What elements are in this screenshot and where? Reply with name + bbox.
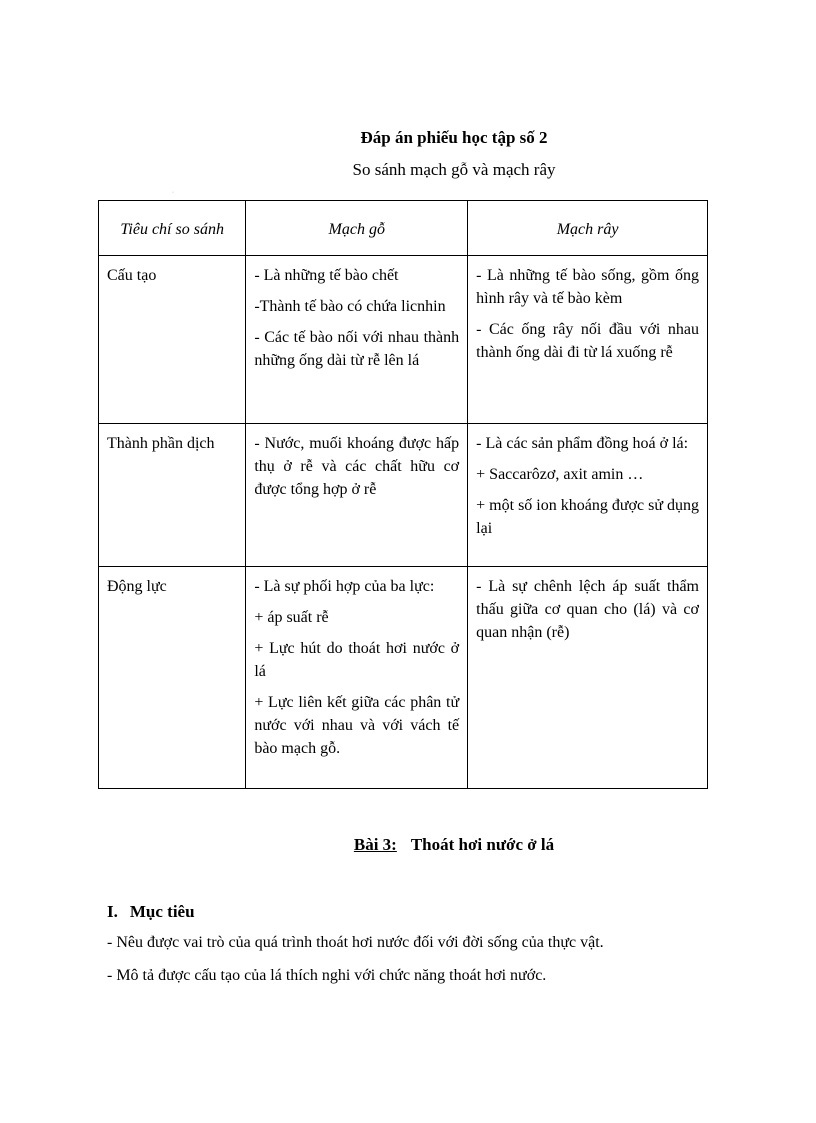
xylem-cell — [246, 567, 468, 789]
table-header-row — [99, 201, 708, 256]
phloem-cell — [468, 256, 708, 424]
row-criterion: Thành phần dịch — [99, 424, 246, 567]
cell-line: + Saccarôzơ, axit amin … — [476, 466, 644, 483]
lesson-title: Thoát hơi nước ở lá — [410, 835, 555, 854]
phloem-cell — [468, 567, 708, 789]
objective-item: - Mô tả được cấu tạo của lá thích nghi với chức năng thoát hơi nước. — [107, 967, 547, 984]
section-heading — [107, 902, 195, 922]
cell-line: + một số ion khoáng được sử dụng lại — [476, 497, 699, 537]
table-row — [99, 567, 708, 789]
cell-line: - Các ống rây nối đầu với nhau thành ống dài đi từ lá xuống rễ — [476, 321, 699, 361]
row-criterion: Động lực — [99, 567, 246, 789]
page-title: Đáp án phiếu học tập số 2 — [360, 128, 548, 147]
lesson-number: Bài 3: — [353, 835, 397, 854]
comparison-table — [98, 200, 708, 789]
section-number: I. — [107, 902, 118, 921]
page-subtitle: So sánh mạch gỗ và mạch rây — [352, 160, 556, 179]
section-title: Mục tiêu — [129, 902, 195, 921]
header-xylem: Mạch gỗ — [246, 201, 468, 256]
cell-line: + áp suất rễ — [254, 609, 329, 626]
header-phloem: Mạch rây — [468, 201, 708, 256]
xylem-cell — [246, 256, 468, 424]
cell-line: - Các tế bào nối với nhau thành những ống dài từ rễ lên lá — [254, 329, 460, 369]
xylem-cell — [246, 424, 468, 567]
cell-line: + Lực liên kết giữa các phân tử nước với nhau và với vách tế bào mạch gỗ. — [254, 694, 460, 757]
header-criterion: Tiêu chí so sánh — [99, 201, 246, 256]
cell-line: - Là các sản phẩm đồng hoá ở lá: — [476, 435, 689, 452]
cell-line: - Là sự phối hợp của ba lực: — [254, 578, 435, 595]
cell-line: -Thành tế bào có chứa licnhin — [254, 298, 446, 315]
table-row — [99, 256, 708, 424]
lesson-heading — [0, 835, 816, 855]
cell-line: + Lực hút do thoát hơi nước ở lá — [254, 640, 460, 680]
cell-line: - Là những tế bào chết — [254, 267, 399, 284]
row-criterion: Cấu tạo — [99, 256, 246, 424]
cell-line: - Là sự chênh lệch áp suất thẩm thấu giữa cơ quan cho (lá) và cơ quan nhận (rễ) — [476, 578, 699, 641]
objective-item: - Nêu được vai trò của quá trình thoát hơi nước đối với đời sống của thực vật. — [107, 934, 604, 951]
cell-line: - Nước, muối khoáng được hấp thụ ở rễ và các chất hữu cơ được tổng hợp ở rễ — [254, 435, 460, 498]
cell-line: - Là những tế bào sống, gồm ống hình rây và tế bào kèm — [476, 267, 699, 307]
table-row — [99, 424, 708, 567]
phloem-cell — [468, 424, 708, 567]
scan-mark: · — [172, 190, 174, 196]
